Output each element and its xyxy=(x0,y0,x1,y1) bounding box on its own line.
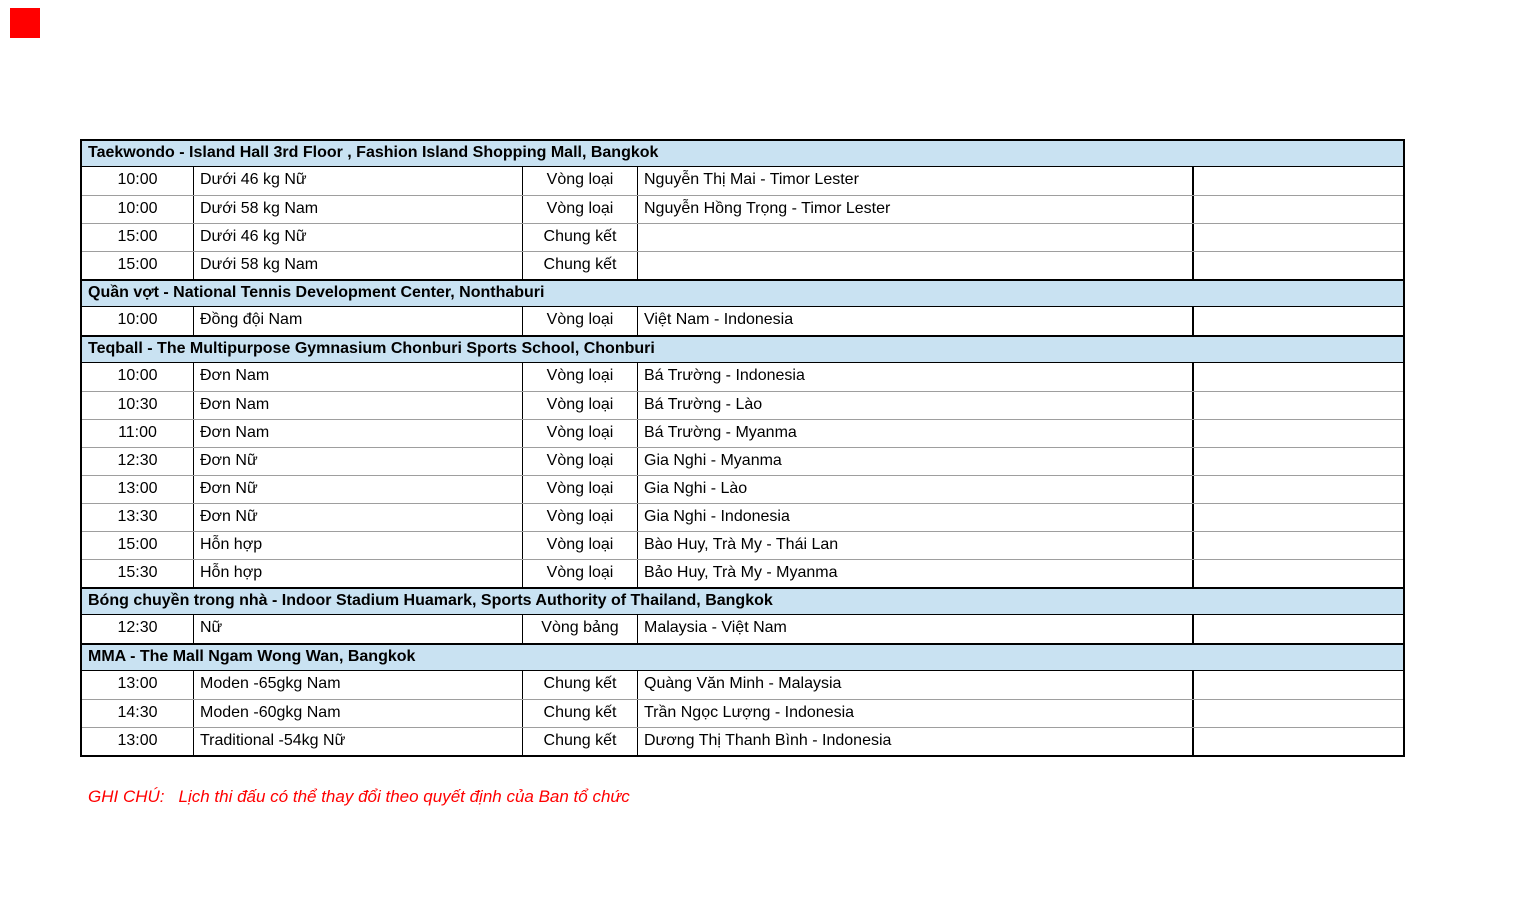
cell-event: Hỗn hợp xyxy=(193,532,522,559)
cell-match: Bá Trường - Indonesia xyxy=(637,363,1192,391)
cell-event: Dưới 58 kg Nam xyxy=(193,252,522,279)
cell-match: Bá Trường - Myanma xyxy=(637,420,1192,447)
cell-match: Quàng Văn Minh - Malaysia xyxy=(637,671,1192,699)
cell-match: Gia Nghi - Indonesia xyxy=(637,504,1192,531)
cell-match: Bào Huy, Trà My - Thái Lan xyxy=(637,532,1192,559)
cell-match: Bá Trường - Lào xyxy=(637,392,1192,419)
cell-time: 15:30 xyxy=(117,564,158,581)
cell-time: 10:30 xyxy=(117,396,158,413)
cell-event: Dưới 46 kg Nữ xyxy=(193,167,522,195)
cell-extra xyxy=(1192,532,1403,559)
table-row xyxy=(82,475,1403,503)
table-row xyxy=(82,195,1403,223)
table-row xyxy=(82,391,1403,419)
table-row xyxy=(82,671,1403,699)
cell-time: 12:30 xyxy=(117,619,158,636)
red-marker xyxy=(10,8,40,38)
schedule-section xyxy=(82,279,1403,335)
table-row xyxy=(82,727,1403,755)
note-label: GHI CHÚ: xyxy=(88,787,165,806)
cell-extra xyxy=(1192,420,1403,447)
table-row xyxy=(82,447,1403,475)
cell-round: Vòng loại xyxy=(522,476,637,503)
cell-event: Nữ xyxy=(193,615,522,643)
cell-event: Hỗn hợp xyxy=(193,560,522,587)
cell-time: 10:00 xyxy=(117,200,158,217)
cell-round: Chung kết xyxy=(522,252,637,279)
schedule-section xyxy=(82,643,1403,755)
cell-round: Vòng loại xyxy=(522,307,637,335)
cell-event: Đồng đội Nam xyxy=(193,307,522,335)
cell-round: Chung kết xyxy=(522,224,637,251)
cell-time: 10:00 xyxy=(117,367,158,384)
cell-time: 13:00 xyxy=(117,480,158,497)
cell-time: 13:00 xyxy=(117,732,158,749)
cell-event: Đơn Nữ xyxy=(193,504,522,531)
cell-extra xyxy=(1192,392,1403,419)
cell-round: Vòng loại xyxy=(522,363,637,391)
cell-match: Malaysia - Việt Nam xyxy=(637,615,1192,643)
table-row xyxy=(82,699,1403,727)
cell-round: Vòng bảng xyxy=(522,615,637,643)
cell-round: Chung kết xyxy=(522,700,637,727)
cell-event: Moden -60gkg Nam xyxy=(193,700,522,727)
cell-extra xyxy=(1192,224,1403,251)
table-row xyxy=(82,559,1403,587)
cell-extra xyxy=(1192,476,1403,503)
cell-event: Moden -65gkg Nam xyxy=(193,671,522,699)
cell-extra xyxy=(1192,615,1403,643)
cell-round: Vòng loại xyxy=(522,504,637,531)
cell-time: 11:00 xyxy=(118,424,157,441)
cell-extra xyxy=(1192,671,1403,699)
cell-round: Vòng loại xyxy=(522,196,637,223)
note-text: Lịch thi đấu có thể thay đổi theo quyết định của Ban tổ chức xyxy=(178,787,630,806)
cell-match xyxy=(637,252,1192,279)
cell-event: Đơn Nam xyxy=(193,363,522,391)
cell-extra xyxy=(1192,728,1403,755)
cell-time: 12:30 xyxy=(117,452,158,469)
table-row xyxy=(82,615,1403,643)
cell-time: 15:00 xyxy=(117,228,158,245)
cell-extra xyxy=(1192,167,1403,195)
cell-round: Vòng loại xyxy=(522,392,637,419)
cell-extra xyxy=(1192,196,1403,223)
cell-event: Traditional -54kg Nữ xyxy=(193,728,522,755)
cell-time: 15:00 xyxy=(117,536,158,553)
section-title: Quần vợt - National Tennis Development Center, Nonthaburi xyxy=(82,279,1403,307)
cell-match: Nguyễn Hồng Trọng - Timor Lester xyxy=(637,196,1192,223)
cell-extra xyxy=(1192,448,1403,475)
cell-round: Vòng loại xyxy=(522,167,637,195)
table-row xyxy=(82,503,1403,531)
cell-match: Dương Thị Thanh Bình - Indonesia xyxy=(637,728,1192,755)
cell-match: Gia Nghi - Lào xyxy=(637,476,1192,503)
section-title: MMA - The Mall Ngam Wong Wan, Bangkok xyxy=(82,643,1403,671)
table-row xyxy=(82,251,1403,279)
cell-time: 13:30 xyxy=(117,508,158,525)
cell-extra xyxy=(1192,307,1403,335)
cell-round: Vòng loại xyxy=(522,560,637,587)
cell-time: 13:00 xyxy=(117,675,158,692)
cell-extra xyxy=(1192,560,1403,587)
cell-match: Trần Ngọc Lượng - Indonesia xyxy=(637,700,1192,727)
cell-event: Dưới 58 kg Nam xyxy=(193,196,522,223)
cell-time: 10:00 xyxy=(117,171,158,188)
table-row xyxy=(82,363,1403,391)
cell-event: Đơn Nữ xyxy=(193,476,522,503)
cell-match: Việt Nam - Indonesia xyxy=(637,307,1192,335)
cell-match: Nguyễn Thị Mai - Timor Lester xyxy=(637,167,1192,195)
cell-event: Đơn Nam xyxy=(193,420,522,447)
table-row xyxy=(82,167,1403,195)
cell-extra xyxy=(1192,700,1403,727)
table-row xyxy=(82,307,1403,335)
cell-extra xyxy=(1192,363,1403,391)
section-title: Taekwondo - Island Hall 3rd Floor , Fashion Island Shopping Mall, Bangkok xyxy=(82,141,1403,167)
cell-match: Gia Nghi - Myanma xyxy=(637,448,1192,475)
cell-round: Vòng loại xyxy=(522,532,637,559)
cell-round: Vòng loại xyxy=(522,420,637,447)
schedule-section xyxy=(82,335,1403,587)
schedule-table xyxy=(80,139,1405,757)
section-title: Teqball - The Multipurpose Gymnasium Chonburi Sports School, Chonburi xyxy=(82,335,1403,363)
cell-match xyxy=(637,224,1192,251)
cell-extra xyxy=(1192,504,1403,531)
cell-time: 14:30 xyxy=(117,704,158,721)
cell-event: Đơn Nam xyxy=(193,392,522,419)
cell-match: Bảo Huy, Trà My - Myanma xyxy=(637,560,1192,587)
table-row xyxy=(82,531,1403,559)
schedule-section xyxy=(82,587,1403,643)
cell-time: 15:00 xyxy=(117,256,158,273)
cell-round: Chung kết xyxy=(522,728,637,755)
section-title: Bóng chuyền trong nhà - Indoor Stadium Huamark, Sports Authority of Thailand, Bangkok xyxy=(82,587,1403,615)
table-row xyxy=(82,223,1403,251)
cell-round: Vòng loại xyxy=(522,448,637,475)
cell-extra xyxy=(1192,252,1403,279)
cell-event: Đơn Nữ xyxy=(193,448,522,475)
cell-round: Chung kết xyxy=(522,671,637,699)
schedule-note xyxy=(88,787,630,807)
cell-event: Dưới 46 kg Nữ xyxy=(193,224,522,251)
schedule-section xyxy=(82,141,1403,279)
cell-time: 10:00 xyxy=(117,311,158,328)
table-row xyxy=(82,419,1403,447)
